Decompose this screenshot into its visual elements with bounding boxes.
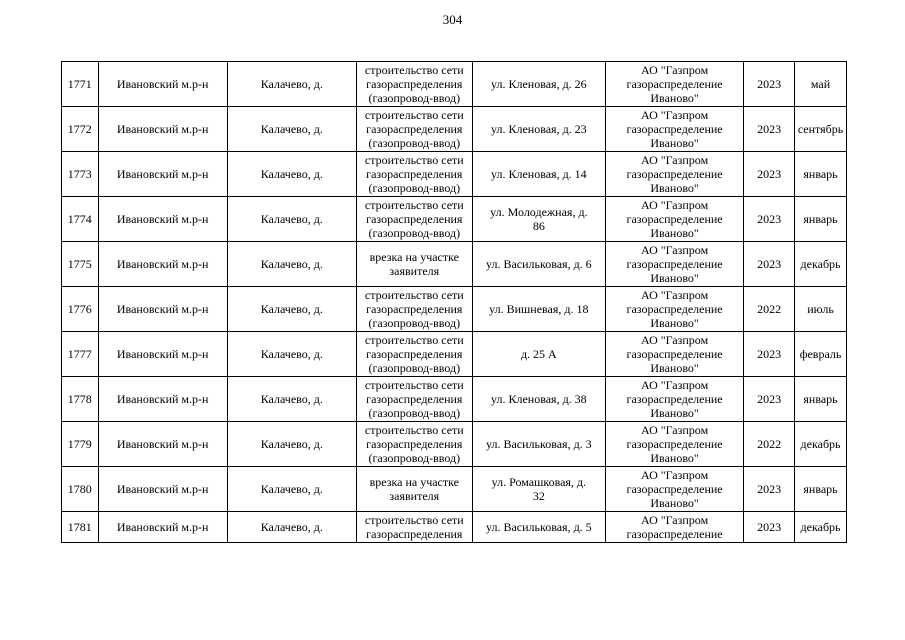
month-cell-text: июль bbox=[807, 302, 834, 316]
address-cell-text: ул. Кленовая, д. 38 bbox=[491, 392, 587, 406]
year-cell-text: 2023 bbox=[757, 257, 782, 271]
organization-cell-text: АО "Газпром газораспределение Иваново" bbox=[626, 108, 723, 150]
district-cell bbox=[98, 467, 227, 512]
gasification-schedule-table bbox=[61, 61, 847, 543]
month-cell-text: январь bbox=[803, 482, 838, 496]
month-cell bbox=[795, 62, 847, 107]
organization-cell-text: АО "Газпром газораспределение Иваново" bbox=[626, 153, 723, 195]
table-row bbox=[62, 287, 847, 332]
address-cell-text: ул. Ромашковая, д. 32 bbox=[491, 475, 587, 503]
work-type-cell bbox=[356, 152, 472, 197]
locality-cell-text: Калачево, д. bbox=[260, 167, 323, 181]
year-cell-text: 2023 bbox=[757, 167, 782, 181]
month-cell bbox=[795, 467, 847, 512]
organization-cell-text: АО "Газпром газораспределение bbox=[626, 513, 723, 541]
page-number: 304 bbox=[442, 12, 463, 27]
organization-cell bbox=[605, 467, 743, 512]
address-cell bbox=[472, 422, 605, 467]
address-cell-text: ул. Кленовая, д. 14 bbox=[491, 167, 587, 181]
year-cell bbox=[744, 512, 795, 543]
month-cell-text: сентябрь bbox=[797, 122, 844, 136]
table-row bbox=[62, 242, 847, 287]
year-cell-text: 2023 bbox=[757, 482, 782, 496]
organization-cell-text: АО "Газпром газораспределение Иваново" bbox=[626, 333, 723, 375]
locality-cell bbox=[227, 197, 356, 242]
address-cell-text: ул. Васильковая, д. 6 bbox=[486, 257, 592, 271]
address-cell bbox=[472, 332, 605, 377]
address-cell-text: д. 25 А bbox=[520, 347, 557, 361]
work-type-cell-text: строительство сети газораспределения (газопровод-ввод) bbox=[364, 198, 464, 240]
address-cell-text: ул. Вишневая, д. 18 bbox=[489, 302, 589, 316]
table-row bbox=[62, 107, 847, 152]
district-cell-text: Ивановский м.р-н bbox=[116, 347, 209, 361]
organization-cell bbox=[605, 422, 743, 467]
locality-cell bbox=[227, 287, 356, 332]
address-cell bbox=[472, 467, 605, 512]
work-type-cell-text: строительство сети газораспределения (газопровод-ввод) bbox=[364, 378, 464, 420]
district-cell-text: Ивановский м.р-н bbox=[116, 257, 209, 271]
row-number-cell-text: 1777 bbox=[67, 347, 92, 361]
year-cell-text: 2023 bbox=[757, 77, 782, 91]
month-cell-text: декабрь bbox=[800, 257, 841, 271]
district-cell-text: Ивановский м.р-н bbox=[116, 392, 209, 406]
work-type-cell bbox=[356, 107, 472, 152]
month-cell-text: декабрь bbox=[800, 520, 841, 534]
table-row bbox=[62, 377, 847, 422]
locality-cell bbox=[227, 377, 356, 422]
month-cell-text: январь bbox=[803, 392, 838, 406]
month-cell-text: май bbox=[810, 77, 831, 91]
organization-cell bbox=[605, 62, 743, 107]
work-type-cell-text: врезка на участке заявителя bbox=[369, 250, 459, 278]
organization-cell bbox=[605, 107, 743, 152]
locality-cell bbox=[227, 107, 356, 152]
locality-cell-text: Калачево, д. bbox=[260, 520, 323, 534]
locality-cell bbox=[227, 467, 356, 512]
organization-cell-text: АО "Газпром газораспределение Иваново" bbox=[626, 63, 723, 105]
organization-cell-text: АО "Газпром газораспределение Иваново" bbox=[626, 468, 723, 510]
row-number-cell bbox=[62, 62, 99, 107]
district-cell bbox=[98, 197, 227, 242]
row-number-cell bbox=[62, 377, 99, 422]
address-cell-text: ул. Молодежная, д. 86 bbox=[490, 205, 588, 233]
row-number-cell bbox=[62, 467, 99, 512]
year-cell bbox=[744, 377, 795, 422]
month-cell bbox=[795, 332, 847, 377]
year-cell bbox=[744, 62, 795, 107]
year-cell-text: 2023 bbox=[757, 212, 782, 226]
locality-cell bbox=[227, 242, 356, 287]
row-number-cell-text: 1776 bbox=[67, 302, 92, 316]
district-cell bbox=[98, 152, 227, 197]
month-cell-text: январь bbox=[803, 212, 838, 226]
month-cell-text: февраль bbox=[799, 347, 842, 361]
row-number-cell bbox=[62, 287, 99, 332]
year-cell bbox=[744, 152, 795, 197]
district-cell bbox=[98, 287, 227, 332]
work-type-cell bbox=[356, 422, 472, 467]
address-cell-text: ул. Васильковая, д. 3 bbox=[486, 437, 592, 451]
address-cell bbox=[472, 377, 605, 422]
month-cell bbox=[795, 377, 847, 422]
work-type-cell-text: строительство сети газораспределения (газопровод-ввод) bbox=[364, 288, 464, 330]
locality-cell-text: Калачево, д. bbox=[260, 482, 323, 496]
locality-cell-text: Калачево, д. bbox=[260, 257, 323, 271]
address-cell bbox=[472, 287, 605, 332]
row-number-cell-text: 1779 bbox=[67, 437, 92, 451]
month-cell bbox=[795, 107, 847, 152]
locality-cell-text: Калачево, д. bbox=[260, 212, 323, 226]
work-type-cell bbox=[356, 197, 472, 242]
year-cell-text: 2022 bbox=[757, 302, 782, 316]
row-number-cell-text: 1773 bbox=[67, 167, 92, 181]
district-cell-text: Ивановский м.р-н bbox=[116, 520, 209, 534]
month-cell bbox=[795, 512, 847, 543]
month-cell bbox=[795, 422, 847, 467]
month-cell-text: январь bbox=[803, 167, 838, 181]
organization-cell bbox=[605, 332, 743, 377]
row-number-cell bbox=[62, 152, 99, 197]
work-type-cell-text: строительство сети газораспределения (газопровод-ввод) bbox=[364, 153, 464, 195]
locality-cell bbox=[227, 422, 356, 467]
year-cell bbox=[744, 197, 795, 242]
row-number-cell-text: 1774 bbox=[67, 212, 92, 226]
work-type-cell-text: строительство сети газораспределения bbox=[364, 513, 464, 541]
locality-cell-text: Калачево, д. bbox=[260, 302, 323, 316]
district-cell-text: Ивановский м.р-н bbox=[116, 122, 209, 136]
work-type-cell-text: строительство сети газораспределения (газопровод-ввод) bbox=[364, 108, 464, 150]
address-cell bbox=[472, 512, 605, 543]
address-cell bbox=[472, 152, 605, 197]
district-cell-text: Ивановский м.р-н bbox=[116, 77, 209, 91]
organization-cell bbox=[605, 152, 743, 197]
address-cell-text: ул. Кленовая, д. 26 bbox=[491, 77, 587, 91]
organization-cell-text: АО "Газпром газораспределение Иваново" bbox=[626, 198, 723, 240]
year-cell bbox=[744, 332, 795, 377]
locality-cell bbox=[227, 62, 356, 107]
organization-cell bbox=[605, 197, 743, 242]
district-cell bbox=[98, 377, 227, 422]
row-number-cell-text: 1780 bbox=[67, 482, 92, 496]
organization-cell bbox=[605, 512, 743, 543]
month-cell bbox=[795, 287, 847, 332]
district-cell bbox=[98, 332, 227, 377]
address-cell bbox=[472, 107, 605, 152]
address-cell bbox=[472, 62, 605, 107]
row-number-cell-text: 1781 bbox=[67, 520, 92, 534]
row-number-cell-text: 1775 bbox=[67, 257, 92, 271]
district-cell-text: Ивановский м.р-н bbox=[116, 167, 209, 181]
year-cell-text: 2023 bbox=[757, 122, 782, 136]
work-type-cell-text: строительство сети газораспределения (газопровод-ввод) bbox=[364, 63, 464, 105]
year-cell-text: 2022 bbox=[757, 437, 782, 451]
table-row bbox=[62, 332, 847, 377]
organization-cell-text: АО "Газпром газораспределение Иваново" bbox=[626, 378, 723, 420]
work-type-cell bbox=[356, 62, 472, 107]
table-row bbox=[62, 197, 847, 242]
organization-cell bbox=[605, 242, 743, 287]
organization-cell-text: АО "Газпром газораспределение Иваново" bbox=[626, 288, 723, 330]
row-number-cell bbox=[62, 197, 99, 242]
district-cell bbox=[98, 242, 227, 287]
locality-cell bbox=[227, 512, 356, 543]
year-cell bbox=[744, 422, 795, 467]
work-type-cell bbox=[356, 467, 472, 512]
district-cell bbox=[98, 422, 227, 467]
locality-cell-text: Калачево, д. bbox=[260, 347, 323, 361]
organization-cell-text: АО "Газпром газораспределение Иваново" bbox=[626, 423, 723, 465]
table-row bbox=[62, 512, 847, 543]
district-cell-text: Ивановский м.р-н bbox=[116, 482, 209, 496]
work-type-cell bbox=[356, 512, 472, 543]
year-cell bbox=[744, 107, 795, 152]
organization-cell bbox=[605, 287, 743, 332]
organization-cell bbox=[605, 377, 743, 422]
year-cell-text: 2023 bbox=[757, 347, 782, 361]
row-number-cell-text: 1778 bbox=[67, 392, 92, 406]
district-cell bbox=[98, 107, 227, 152]
locality-cell-text: Калачево, д. bbox=[260, 437, 323, 451]
locality-cell bbox=[227, 152, 356, 197]
district-cell bbox=[98, 512, 227, 543]
locality-cell-text: Калачево, д. bbox=[260, 392, 323, 406]
locality-cell-text: Калачево, д. bbox=[260, 122, 323, 136]
address-cell-text: ул. Кленовая, д. 23 bbox=[491, 122, 587, 136]
district-cell-text: Ивановский м.р-н bbox=[116, 212, 209, 226]
row-number-cell-text: 1772 bbox=[67, 122, 92, 136]
year-cell bbox=[744, 287, 795, 332]
work-type-cell-text: строительство сети газораспределения (газопровод-ввод) bbox=[364, 423, 464, 465]
table-row bbox=[62, 62, 847, 107]
locality-cell-text: Калачево, д. bbox=[260, 77, 323, 91]
table-row bbox=[62, 152, 847, 197]
address-cell bbox=[472, 242, 605, 287]
district-cell-text: Ивановский м.р-н bbox=[116, 302, 209, 316]
work-type-cell bbox=[356, 377, 472, 422]
year-cell-text: 2023 bbox=[757, 392, 782, 406]
row-number-cell bbox=[62, 512, 99, 543]
year-cell bbox=[744, 467, 795, 512]
work-type-cell-text: строительство сети газораспределения (газопровод-ввод) bbox=[364, 333, 464, 375]
organization-cell-text: АО "Газпром газораспределение Иваново" bbox=[626, 243, 723, 285]
table-row bbox=[62, 467, 847, 512]
district-cell bbox=[98, 62, 227, 107]
year-cell-text: 2023 bbox=[757, 520, 782, 534]
month-cell bbox=[795, 197, 847, 242]
row-number-cell bbox=[62, 422, 99, 467]
month-cell-text: декабрь bbox=[800, 437, 841, 451]
month-cell bbox=[795, 152, 847, 197]
table-row bbox=[62, 422, 847, 467]
work-type-cell-text: врезка на участке заявителя bbox=[369, 475, 459, 503]
work-type-cell bbox=[356, 287, 472, 332]
work-type-cell bbox=[356, 242, 472, 287]
table-body bbox=[62, 62, 847, 543]
address-cell-text: ул. Васильковая, д. 5 bbox=[486, 520, 592, 534]
row-number-cell bbox=[62, 242, 99, 287]
locality-cell bbox=[227, 332, 356, 377]
year-cell bbox=[744, 242, 795, 287]
row-number-cell bbox=[62, 107, 99, 152]
row-number-cell-text: 1771 bbox=[67, 77, 92, 91]
work-type-cell bbox=[356, 332, 472, 377]
address-cell bbox=[472, 197, 605, 242]
district-cell-text: Ивановский м.р-н bbox=[116, 437, 209, 451]
row-number-cell bbox=[62, 332, 99, 377]
month-cell bbox=[795, 242, 847, 287]
